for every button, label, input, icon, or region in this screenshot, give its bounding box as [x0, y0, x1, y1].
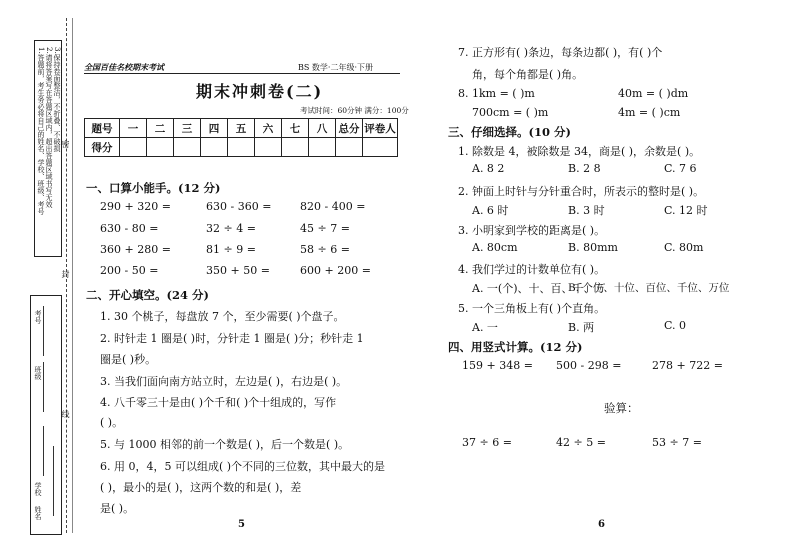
- score-input[interactable]: [363, 138, 398, 157]
- instruction-line: 1.答题前，考生务必将自己的姓名、学校、班级、考号: [37, 47, 45, 215]
- choice-option: B. 80mm: [568, 241, 618, 254]
- section3-title: 三、仔细选择。(10 分): [448, 125, 571, 139]
- score-cell: 六: [255, 119, 282, 138]
- choice-option: A. 80cm: [472, 241, 518, 254]
- score-cell: 一: [120, 119, 147, 138]
- section2-title: 二、开心填空。(24 分): [86, 288, 209, 302]
- calc-item: 32 ÷ 4 =: [206, 222, 256, 235]
- page-title: 期末冲刺卷(二): [196, 82, 324, 101]
- fill-line: ( )，最小的是( )，这两个数的和是( )，差: [100, 481, 302, 494]
- vertical-calc: 42 ÷ 5 =: [556, 436, 606, 449]
- score-cell: 七: [282, 119, 309, 138]
- vertical-calc: 278 + 722 =: [652, 359, 723, 372]
- fill-line: 6. 用 0，4，5 可以组成( )个不同的三位数，其中最大的是: [100, 460, 386, 473]
- choice-option: A. 6 时: [472, 204, 509, 217]
- calc-item: 45 ÷ 7 =: [300, 222, 350, 235]
- score-cell: 五: [228, 119, 255, 138]
- field-number-input[interactable]: [43, 306, 44, 356]
- vertical-calc: 159 + 348 =: [462, 359, 533, 372]
- calc-item: 600 + 200 =: [300, 264, 371, 277]
- student-info-box: [30, 295, 62, 535]
- score-table-header-row: [85, 119, 398, 138]
- binding-label-mi: 密: [61, 140, 70, 148]
- fill-line: ( )。: [100, 416, 124, 429]
- score-cell: 三: [174, 119, 201, 138]
- score-input[interactable]: [336, 138, 363, 157]
- choice-option: C. 7 6: [664, 162, 697, 175]
- score-table-score-row: [85, 138, 398, 157]
- score-input[interactable]: [147, 138, 174, 157]
- page-number-left: 5: [238, 519, 245, 530]
- calc-item: 350 + 50 =: [206, 264, 270, 277]
- vertical-calc: 53 ÷ 7 =: [652, 436, 702, 449]
- field-school-label: 学校: [34, 482, 42, 496]
- calc-item: 630 - 80 =: [100, 222, 159, 235]
- field-number-label: 考号: [34, 310, 42, 324]
- vertical-calc: 37 ÷ 6 =: [462, 436, 512, 449]
- score-input[interactable]: [228, 138, 255, 157]
- fill-line: 1. 30 个桃子，每盘放 7 个，至少需要( )个盘子。: [100, 310, 345, 323]
- page-number-right: 6: [598, 519, 605, 530]
- fill-line: 4. 八千零三十是由( )个千和( )个十组成的，写作: [100, 396, 337, 409]
- calc-item: 81 ÷ 9 =: [206, 243, 256, 256]
- check-label: 验算：: [604, 401, 639, 415]
- calc-item: 58 ÷ 6 =: [300, 243, 350, 256]
- score-cell: 评卷人: [363, 119, 398, 138]
- choice-option: C. 80m: [664, 241, 704, 254]
- field-class-label: 班级: [34, 366, 42, 380]
- header-left: 全国百佳名校期末考试: [84, 62, 164, 72]
- section4-title: 四、用竖式计算。(12 分): [448, 340, 583, 354]
- fill-line: 5. 与 1000 相邻的前一个数是( )，后一个数是( )。: [100, 438, 350, 451]
- calc-item: 290 + 320 =: [100, 200, 171, 213]
- header-right: BS 数学·二年级·下册: [298, 63, 373, 72]
- instruction-line: 3.保持卷面整洁，不折叠、不破损: [53, 47, 61, 152]
- fill-line: 角，每个角都是( )角。: [472, 68, 584, 81]
- choice-question: 1. 除数是 4，被除数是 34，商是( )，余数是( )。: [458, 145, 701, 158]
- choice-option: B. 个位、十位、百位、千位、万位: [568, 282, 730, 294]
- instructions-box: [34, 40, 62, 257]
- binding-label-xian: 线: [61, 410, 70, 418]
- fill-line: 4m = ( )cm: [618, 106, 681, 119]
- choice-option: C. 12 时: [664, 204, 708, 217]
- calc-item: 630 - 360 =: [206, 200, 272, 213]
- score-cell: 四: [201, 119, 228, 138]
- fill-line: 圈是( )秒。: [100, 353, 157, 366]
- exam-info: 考试时间：60分钟 满分：100分: [300, 106, 409, 115]
- calc-item: 200 - 50 =: [100, 264, 159, 277]
- field-name-input[interactable]: [53, 446, 54, 516]
- binding-label-feng: 封: [61, 270, 70, 278]
- score-input[interactable]: [282, 138, 309, 157]
- choice-option: B. 3 时: [568, 204, 605, 217]
- fill-line: 700cm = ( )m: [472, 106, 549, 119]
- score-input[interactable]: [174, 138, 201, 157]
- score-cell: 总分: [336, 119, 363, 138]
- header-rule: [84, 73, 400, 74]
- choice-option: B. 两: [568, 321, 595, 334]
- field-school-input[interactable]: [43, 426, 44, 476]
- choice-option: A. 一(个)、十、百、千、万: [472, 282, 606, 295]
- choice-question: 4. 我们学过的计数单位有( )。: [458, 263, 606, 276]
- score-input[interactable]: [309, 138, 336, 157]
- score-cell: 得分: [85, 138, 120, 157]
- score-cell: 二: [147, 119, 174, 138]
- score-table: [84, 118, 398, 157]
- choice-option: B. 2 8: [568, 162, 601, 175]
- fill-line: 2. 时针走 1 圈是( )时，分针走 1 圈是( )分；秒针走 1: [100, 332, 364, 345]
- binding-solid-line: [72, 18, 73, 533]
- fill-line: 7. 正方形有( )条边，每条边都( )，有( )个: [458, 46, 663, 59]
- choice-option: A. 8 2: [472, 162, 505, 175]
- choice-question: 2. 钟面上时针与分针重合时，所表示的整时是( )。: [458, 185, 705, 198]
- choice-question: 3. 小明家到学校的距离是( )。: [458, 224, 606, 237]
- fill-line: 3. 当我们面向南方站立时，左边是( )，右边是( )。: [100, 375, 348, 388]
- fill-line: 是( )。: [100, 502, 135, 515]
- choice-question: 5. 一个三角板上有( )个直角。: [458, 302, 606, 315]
- calc-item: 360 + 280 =: [100, 243, 171, 256]
- score-input[interactable]: [201, 138, 228, 157]
- choice-option: A. 一: [472, 321, 498, 334]
- instruction-line: 2.请将答案写在答题区域内，超出答题区域书写无效: [45, 47, 53, 208]
- score-input[interactable]: [255, 138, 282, 157]
- field-class-input[interactable]: [43, 362, 44, 412]
- field-name-label: 姓名: [34, 506, 42, 520]
- calc-item: 820 - 400 =: [300, 200, 366, 213]
- score-cell: 八: [309, 119, 336, 138]
- fill-line: 40m = ( )dm: [618, 87, 689, 100]
- vertical-calc: 500 - 298 =: [556, 359, 622, 372]
- score-input[interactable]: [120, 138, 147, 157]
- section1-title: 一、口算小能手。(12 分): [86, 181, 221, 195]
- choice-option: C. 0: [664, 319, 687, 332]
- fill-line: 8. 1km = ( )m: [458, 87, 535, 100]
- score-cell: 题号: [85, 119, 120, 138]
